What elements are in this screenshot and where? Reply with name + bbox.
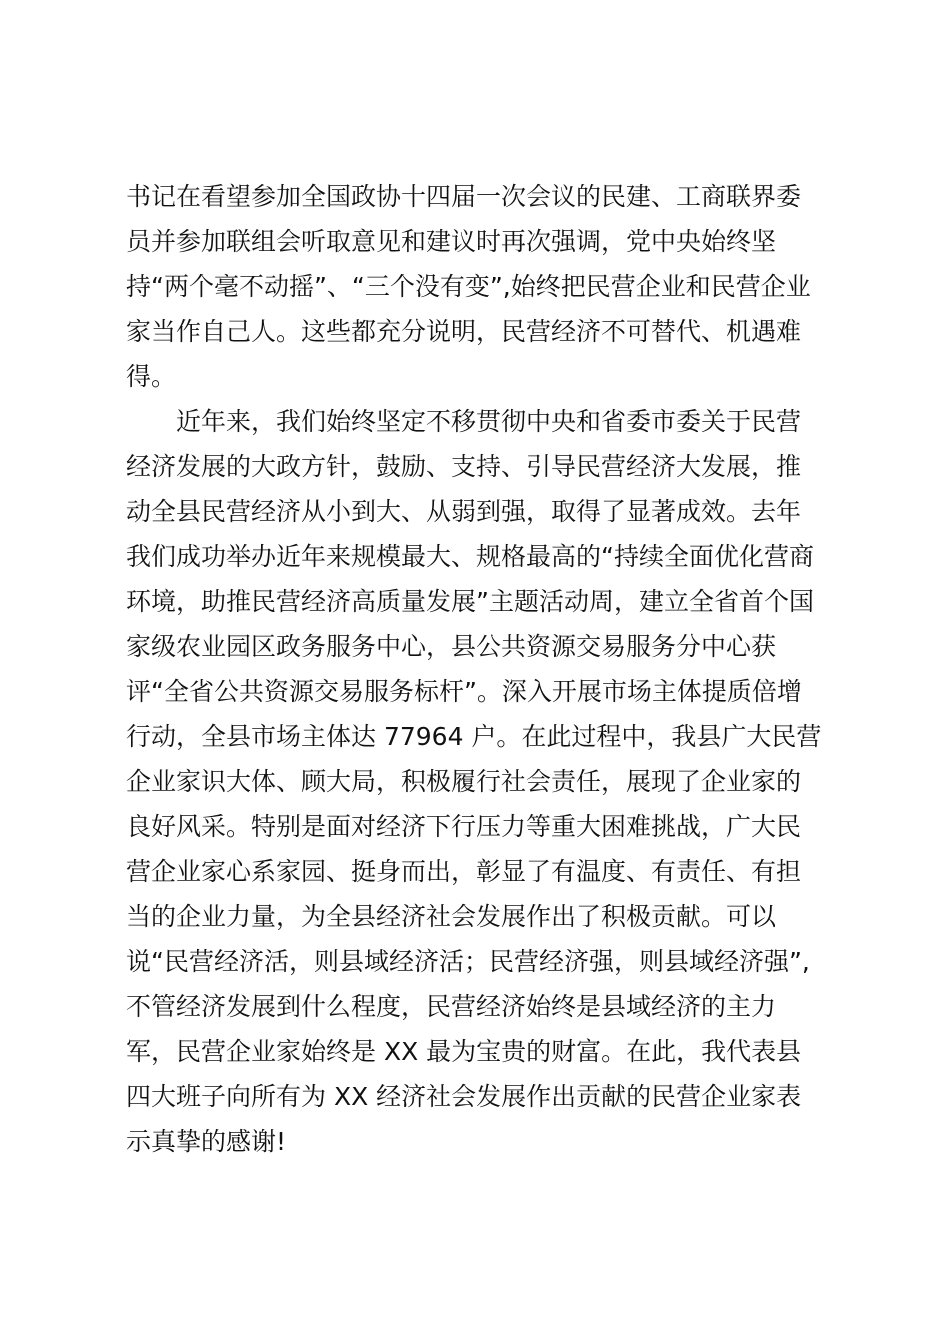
paragraph-2	[126, 399, 836, 1164]
paragraph-line: 良好风采。特别是面对经济下行压力等重大困难挑战，广大民	[126, 812, 802, 841]
paragraph-line: 营企业家心系家园、挺身而出，彰显了有温度、有责任、有担	[126, 857, 802, 886]
paragraph-line: 环境，助推民营经济高质量发展”主题活动周，建立全省首个国	[126, 587, 814, 616]
paragraph-line: 军，民营企业家始终是 XX 最为宝贵的财富。在此，我代表县	[126, 1037, 802, 1066]
paragraph-line: 行动，全县市场主体达 77964 户。在此过程中，我县广大民营	[126, 722, 822, 751]
paragraph-line: 经济发展的大政方针，鼓励、支持、引导民营经济大发展，推	[126, 452, 802, 481]
paragraph-line: 说“民营经济活，则县域经济活；民营经济强，则县域经济强”,	[126, 947, 810, 976]
paragraph-1	[126, 174, 836, 399]
paragraph-line: 得。	[126, 362, 177, 391]
document-body	[126, 174, 836, 1164]
paragraph-line: 家级农业园区政务服务中心，县公共资源交易服务分中心获	[126, 632, 777, 661]
paragraph-line: 当的企业力量，为全县经济社会发展作出了积极贡献。可以	[126, 902, 777, 931]
paragraph-line: 书记在看望参加全国政协十四届一次会议的民建、工商联界委	[126, 182, 802, 211]
paragraph-line: 家当作自己人。这些都充分说明，民营经济不可替代、机遇难	[126, 317, 802, 346]
paragraph-line: 动全县民营经济从小到大、从弱到强，取得了显著成效。去年	[126, 497, 802, 526]
paragraph-line: 员并参加联组会听取意见和建议时再次强调，党中央始终坚	[126, 227, 777, 256]
paragraph-line: 示真挚的感谢!	[126, 1127, 287, 1156]
paragraph-line: 不管经济发展到什么程度，民营经济始终是县域经济的主力	[126, 992, 777, 1021]
paragraph-line: 近年来，我们始终坚定不移贯彻中央和省委市委关于民营	[176, 407, 802, 436]
paragraph-line: 持“两个毫不动摇”、“三个没有变”,始终把民营企业和民营企业	[126, 272, 811, 301]
paragraph-line: 企业家识大体、顾大局，积极履行社会责任，展现了企业家的	[126, 767, 802, 796]
paragraph-line: 评“全省公共资源交易服务标杆”。深入开展市场主体提质倍增	[126, 677, 802, 706]
paragraph-line: 我们成功举办近年来规模最大、规格最高的“持续全面优化营商	[126, 542, 814, 571]
paragraph-line: 四大班子向所有为 XX 经济社会发展作出贡献的民营企业家表	[126, 1082, 802, 1111]
